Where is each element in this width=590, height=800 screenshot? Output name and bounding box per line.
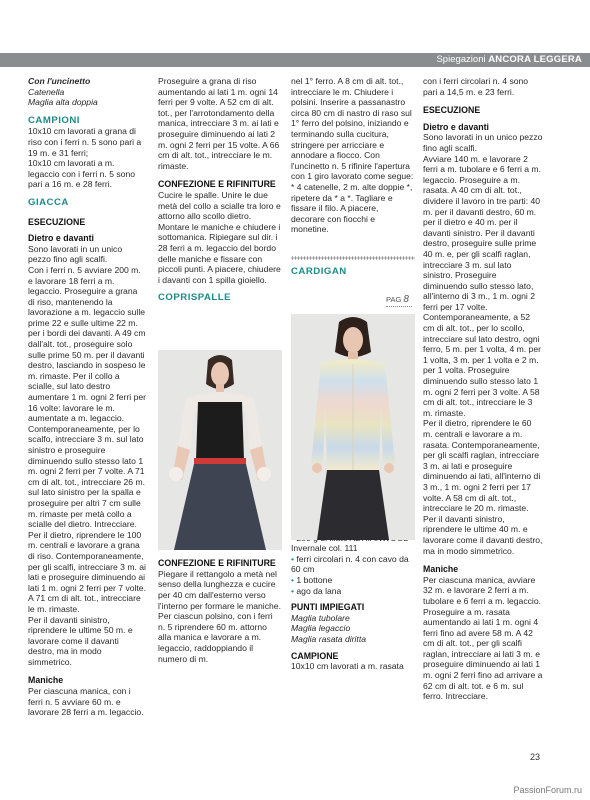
heading-esecuzione: ESECUZIONE: [423, 105, 481, 116]
paragraph: Proseguire a grana di riso aumentando ai lati 1 m. ogni 14 ferri per 9 volte. A 52 cm di alt. tot., per l'arrotondamento della manica, intrecciare 3 m. ai lati e proseguire diminuendo ai lati 2 m. ogni 2 ferri per 15 volte. A 66 cm di alt. tot., intrecciare le m. rimaste.: [158, 76, 280, 171]
paragraph: Per il dietro, riprendere le 60 m. centrali e lavorare a m. rasata. Contemporaneamente, per gli scalfi raglan, intrecciare 3 m. ai lati e proseguire diminuendo ai lati, all'interno di 3 m., 1 m. ogni 2 ferri per 17 volte. A 58 cm di alt. tot., intrecciare le 20 m. rimaste.: [423, 418, 541, 514]
page-number: 23: [530, 752, 541, 762]
paragraph: 10x10 cm lavorati a m. rasata: [291, 661, 404, 672]
supply-item: • ferri circolari n. 4 con cavo da 60 cm: [291, 553, 409, 575]
supply-item: • 1 bottone: [291, 575, 333, 586]
paragraph: Sono lavorati in un unico pezzo fino agli scalfi.: [28, 243, 123, 265]
watermark: PassionForum.ru: [513, 785, 582, 795]
paragraph: 10x10 cm lavorati a m. legaccio con i ferri n. 5 sono pari a 16 m. e 28 ferri.: [28, 158, 136, 190]
column-1: [28, 76, 146, 718]
bullet-icon: •: [291, 575, 295, 586]
heading-maniche: Maniche: [423, 564, 459, 575]
heading-punti: PUNTI IMPIEGATI: [291, 602, 365, 613]
heading-dietro-davanti: Dietro e davanti: [28, 233, 94, 244]
paragraph: Piegare il rettangolo a metà nel senso della lunghezza e cucire per 40 cm dall'esterno verso l'interno per formare le maniche. Per ciascun polsino, con i ferri n. 5 riprendere 60 m. attorno alla manica e lavorare a m. legaccio, raddoppiando il numero di m.: [158, 568, 281, 664]
page-reference-underline: [386, 306, 412, 307]
heading-coprispalle: COPRISPALLE: [158, 292, 232, 304]
paragraph: Avviare 140 m. e lavorare 2 ferri a m. tubolare e 6 ferri a m. legaccio. Proseguire a m. rasata. A 40 cm di alt. tot., dividere il lavoro in tre parti: 40 m. per il davanti destro, 60 m. per il dietro e 40 m. per il davanti sinistro. Per il davanti destro, proseguire sulle prime 40 m. e, per gli scalfi raglan, intrecciare 3 m. sul lato sinistro. Proseguire diminuendo sullo stesso lato, all'interno di 3 m., 1 m. ogni 2 ferri per 17 volte. Contemporaneamente, a 52 cm di alt. tot., per lo scollo, intrecciare sul lato destro, ogni ferro, 5 m. per 1 volta, 4 m. per 1 volta, 3 m. per 1 volta e 2 m. per 1 volta. Proseguire diminuendo sullo stesso lato 1 m. ogni 2 ferri per 3 volte. A 58 cm di alt. tot., intrecciare le 3 m. rimaste.: [423, 153, 541, 418]
paragraph: Per il davanti sinistro, riprendere le ultime 50 m. e lavorare come il davanti destro, ma in modo simmetrico.: [28, 614, 133, 667]
cardigan-photo: [291, 314, 415, 540]
heading-giacca: GIACCA: [28, 196, 69, 208]
paragraph: con i ferri circolari n. 4 sono pari a 14,5 m. e 23 ferri.: [423, 76, 529, 97]
paragraph: nel 1° ferro. A 8 cm di alt. tot., intrecciare le m. Chiudere i polsini. Inserire a passanastro circa 80 cm di nastro di raso sul 1° ferro del polsino, iniziando e terminando sulla cucitura, stringere per arricciare e annodare a fiocco. Con l'uncinetto n. 5 rifinire l'apertura con 1 giro lavorato come segue: * 4 catenelle, 2 m. alte doppie *, ripetere da * a *. Tagliare e fissare il filo. A piacere, decorare con fiocchi e monetine.: [291, 76, 414, 235]
section-title: [436, 53, 582, 67]
paragraph: 10x10 cm lavorati a grana di riso con i ferri n. 5 sono pari a 19 m. e 31 ferri;: [28, 126, 142, 158]
stitch-name: Maglia tubolare: [291, 612, 350, 623]
header-bar: [0, 53, 590, 67]
subheading: Con l'uncinetto: [28, 76, 91, 86]
paragraph: Con i ferri n. 5 avviare 200 m. e lavorare 18 ferri a m. legaccio. Proseguire a grana di riso, mantenendo la lavorazione a m. legaccio sulle prime 22 e sulle ultime 22 m. per i bordi dei davanti. A 49 cm dall'alt. tot., proseguire solo sulle prime 50 m. per il davanti destro, lasciando in sospeso le m. rimaste. Per il collo a scialle, sul lato destro aumentare 1 m. ogni 2 ferri per 16 volte: lavorare le m. aumentate a m. legaccio. Contemporaneamente, per lo scalfo, intrecciare 3 m. sul lato sinistro e proseguire diminuendo sullo stesso lato 1 m. ogni 2 ferri per 7 volte. A 71 cm di alt. tot., intrecciare 26 m. sul lato sinistro per la spalla e proseguire per altri 7 cm sulle m. rimaste per metà collo a scialle del dietro. Intrecciare. Per il dietro, riprendere le 100 m. centrali e lavorare a grana di riso. Contemporaneamente, per gli scalfi, intrecciare 3 m. ai lati e proseguire diminuendo ai lati 1 m. ogni 2 ferri per 7 volte. A 71 cm di alt. tot., intrecciare le m. rimaste.: [28, 264, 146, 614]
stitch-name: Maglia rasata diritta: [291, 634, 366, 645]
heading-confezione: CONFEZIONE E RIFINITURE: [158, 179, 276, 190]
paragraph: Per il davanti sinistro, riprendere le ultime 40 m. e lavorare come il davanti destro, ma in modo simmetrico.: [423, 513, 543, 556]
heading-cardigan: CARDIGAN: [291, 265, 347, 277]
paragraph: Per ciascuna manica, avviare 32 m. e lavorare 2 ferri a m. tubolare e 6 ferri a m. legaccio. Proseguire a m. rasata aumentando ai lati 1 m. ogni 4 ferri fino ad avere 58 m. A 42 cm di alt. tot., per gli scalfi raglan, intrecciare ai lati 3 m. e proseguire diminuendo ai lati 1 m. ogni 2 ferri fino ad arrivare a 62 cm di alt. tot. e 6 m. sul ferro. Intrecciare.: [423, 574, 543, 702]
stitch-name: Maglia legaccio: [291, 623, 351, 634]
section-title-light: Spiegazioni: [436, 54, 486, 65]
spacer: [291, 235, 414, 267]
column-4: [423, 76, 543, 702]
heading-confezione: CONFEZIONE E RIFINITURE: [158, 558, 276, 569]
dotted-divider: [291, 255, 415, 261]
coprispalle-photo: [158, 350, 282, 550]
heading-campioni: CAMPIONI: [28, 114, 80, 126]
model-shrug-illustration: [158, 350, 282, 550]
stitch-name: Maglia alta doppia: [28, 97, 98, 108]
heading-maniche: Maniche: [28, 675, 64, 686]
section-title-bold: ANCORA LEGGERA: [488, 54, 582, 65]
model-cardigan-illustration: [291, 314, 415, 540]
heading-dietro-davanti: Dietro e davanti: [423, 121, 489, 132]
bullet-icon: •: [291, 585, 295, 596]
supply-item: Invernale col. 111: [291, 533, 414, 554]
paragraph: Per ciascuna manica, con i ferri n. 5 avviare 60 m. e lavorare 28 ferri a m. legaccio.: [28, 686, 144, 718]
heading-esecuzione: ESECUZIONE: [28, 216, 86, 227]
paragraph: Cucire le spalle. Unire le due metà del collo a scialle tra loro e attorno allo scollo dietro. Montare le maniche e chiudere i sottomanica. Ripiegare sul dir. i 28 ferri a m. legaccio del bordo delle maniche e fissare con piccoli punti. A piacere, chiudere i davanti con 1 spilla gioiello.: [158, 189, 281, 285]
stitch-name: Catenella: [28, 86, 65, 97]
paragraph: Sono lavorati in un unico pezzo fino agli scalfi.: [423, 132, 543, 153]
heading-campione: CAMPIONE: [291, 650, 339, 661]
supply-item: • ago da lana: [291, 585, 342, 596]
page-reference: PAG 8: [386, 294, 409, 305]
bullet-icon: •: [291, 553, 295, 564]
